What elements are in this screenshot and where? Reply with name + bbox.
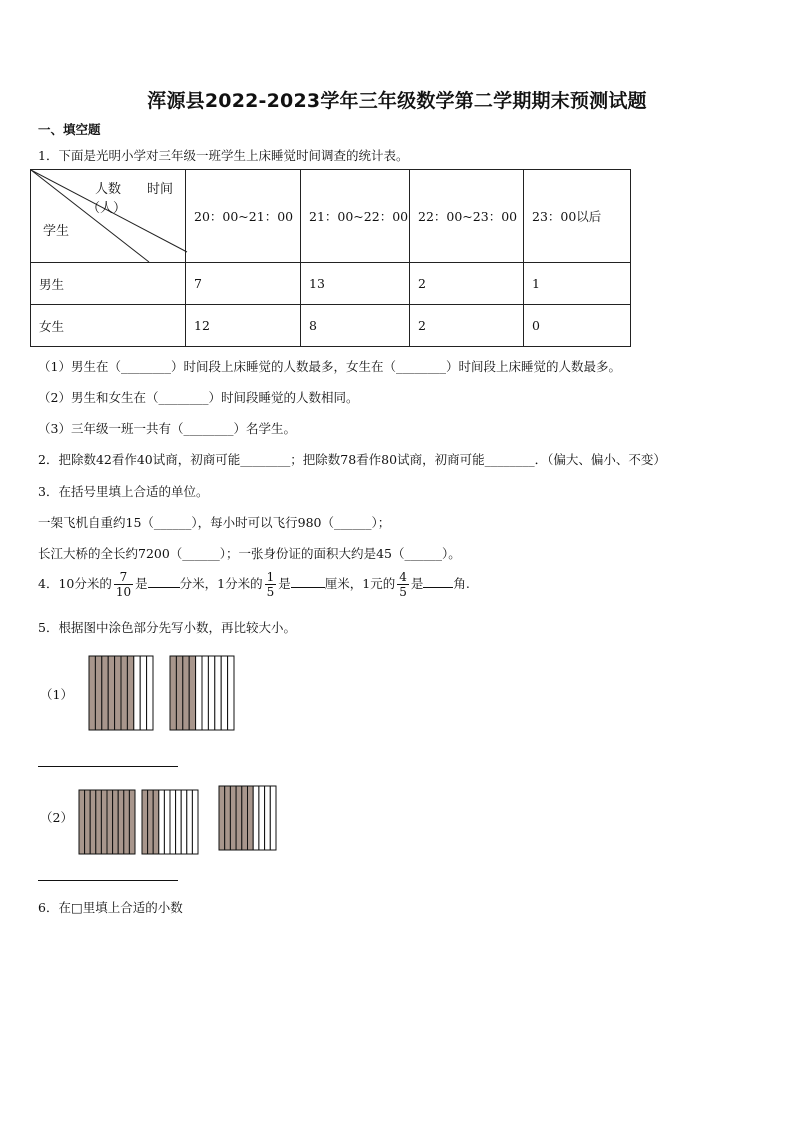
figure-2-rect-c xyxy=(219,786,276,850)
table-cell: 12 xyxy=(186,305,301,347)
shaded-strip xyxy=(95,656,101,730)
empty-strip xyxy=(228,656,234,730)
table-header-cell: 21：00~22：00 xyxy=(301,170,410,263)
empty-strip xyxy=(202,656,208,730)
table-cell: 0 xyxy=(524,305,631,347)
table-header-cell: 20：00~21：00 xyxy=(186,170,301,263)
empty-strip xyxy=(196,656,202,730)
table-cell: 7 xyxy=(186,263,301,305)
shaded-strip xyxy=(248,786,254,850)
table-corner-cell xyxy=(31,170,186,263)
table-cell: 13 xyxy=(301,263,410,305)
shaded-strip xyxy=(230,786,236,850)
empty-strip xyxy=(270,786,276,850)
empty-strip xyxy=(176,790,182,854)
shaded-strip xyxy=(189,656,195,730)
fraction-1-5: $\frac{1}{5}$ xyxy=(266,570,275,599)
row-label: 女生 xyxy=(31,305,186,347)
empty-strip xyxy=(221,656,227,730)
shaded-strip xyxy=(148,790,154,854)
q4-text: 分米，1分米的 xyxy=(179,576,263,591)
question-4 xyxy=(38,570,470,599)
shaded-strip xyxy=(118,790,124,854)
figure-2-label: （2） xyxy=(40,810,73,825)
shaded-strip xyxy=(102,656,108,730)
question-3-line-2: 长江大桥的全长约7200（______）；一张身份证的面积大约是45（______）。 xyxy=(38,546,461,561)
answer-blank[interactable] xyxy=(148,575,180,588)
shaded-strip xyxy=(236,786,242,850)
q4-text: 是 xyxy=(410,576,424,591)
empty-strip xyxy=(192,790,198,854)
empty-strip xyxy=(259,786,265,850)
corner-label-unit: （人） xyxy=(87,201,127,216)
empty-strip xyxy=(159,790,165,854)
figure-2-rect-b xyxy=(142,790,198,854)
shaded-strip xyxy=(127,656,133,730)
shaded-strip xyxy=(225,786,231,850)
shaded-strip xyxy=(89,656,95,730)
fraction-7-10: $\frac{7}{10}$ xyxy=(115,570,132,599)
empty-strip xyxy=(134,656,140,730)
statistics-table xyxy=(30,169,631,347)
shaded-strip xyxy=(115,656,121,730)
figure-1-rect-a xyxy=(89,656,153,730)
shaded-strip xyxy=(170,656,176,730)
figure-1-shading xyxy=(88,655,238,733)
table-header-cell: 22：00~23：00 xyxy=(410,170,524,263)
empty-strip xyxy=(215,656,221,730)
page-title: 浑源县2022-2023学年三年级数学第二学期期末预测试题 xyxy=(147,90,647,112)
shaded-strip xyxy=(219,786,225,850)
section-heading: 一、填空题 xyxy=(38,122,101,137)
shaded-strip xyxy=(108,656,114,730)
table-header-cell: 23：00以后 xyxy=(524,170,631,263)
shaded-strip xyxy=(113,790,119,854)
question-1-stem: 1．下面是光明小学对三年级一班学生上床睡觉时间调查的统计表。 xyxy=(38,148,409,163)
shaded-strip xyxy=(124,790,130,854)
shaded-strip xyxy=(79,790,85,854)
shaded-strip xyxy=(242,786,248,850)
answer-blank[interactable] xyxy=(291,575,325,588)
empty-strip xyxy=(147,656,153,730)
q4-text: 是 xyxy=(278,576,291,591)
figure-2-shading xyxy=(78,785,280,857)
q4-text: 角. xyxy=(453,576,470,591)
empty-strip xyxy=(170,790,176,854)
q4-text: 厘米，1元的 xyxy=(324,576,396,591)
question-3-line-1: 一架飞机自重约15（______），每小时可以飞行980（______）； xyxy=(38,515,391,530)
question-5-stem: 5．根据图中涂色部分先写小数，再比较大小。 xyxy=(38,620,296,635)
shaded-strip xyxy=(129,790,135,854)
question-3-stem: 3．在括号里填上合适的单位。 xyxy=(38,484,209,499)
shaded-strip xyxy=(176,656,182,730)
empty-strip xyxy=(253,786,259,850)
empty-strip xyxy=(265,786,271,850)
table-cell: 2 xyxy=(410,263,524,305)
figure-1-rect-b xyxy=(170,656,234,730)
shaded-strip xyxy=(96,790,102,854)
question-6: 6．在□里填上合适的小数 xyxy=(38,900,183,915)
table-cell: 2 xyxy=(410,305,524,347)
question-1-part-2: （2）男生和女生在（________）时间段睡觉的人数相同。 xyxy=(38,390,359,405)
corner-label-time: 时间 xyxy=(147,182,174,197)
figure-2-rect-a xyxy=(79,790,135,854)
empty-strip xyxy=(164,790,170,854)
answer-blank[interactable] xyxy=(423,575,453,588)
figure-1-label: （1） xyxy=(40,687,73,702)
shaded-strip xyxy=(85,790,91,854)
empty-strip xyxy=(187,790,193,854)
question-2: 2．把除数42看作40试商，初商可能________；把除数78看作80试商，初商可能________．（偏大、偏小、不变） xyxy=(38,452,666,467)
answer-line-2[interactable] xyxy=(38,880,178,881)
shaded-strip xyxy=(183,656,189,730)
table-header-row xyxy=(31,170,631,263)
answer-line-1[interactable] xyxy=(38,766,178,767)
shaded-strip xyxy=(90,790,96,854)
corner-label-count: 人数 xyxy=(95,182,122,197)
empty-strip xyxy=(140,656,146,730)
table-cell: 1 xyxy=(524,263,631,305)
table-row xyxy=(31,305,631,347)
empty-strip xyxy=(208,656,214,730)
table-row xyxy=(31,263,631,305)
question-1-part-1: （1）男生在（________）时间段上床睡觉的人数最多，女生在（________）时间段上床睡觉的人数最多。 xyxy=(38,359,621,374)
corner-label-students: 学生 xyxy=(43,224,70,239)
q4-text: 4．10分米的 xyxy=(38,576,112,591)
shaded-strip xyxy=(142,790,148,854)
q4-text: 是 xyxy=(135,576,148,591)
empty-strip xyxy=(181,790,187,854)
table-cell: 8 xyxy=(301,305,410,347)
row-label: 男生 xyxy=(31,263,186,305)
shaded-strip xyxy=(101,790,107,854)
shaded-strip xyxy=(121,656,127,730)
shaded-strip xyxy=(153,790,159,854)
fraction-4-5: $\frac{4}{5}$ xyxy=(399,570,407,599)
shaded-strip xyxy=(107,790,113,854)
question-1-part-3: （3）三年级一班一共有（________）名学生。 xyxy=(38,421,296,436)
